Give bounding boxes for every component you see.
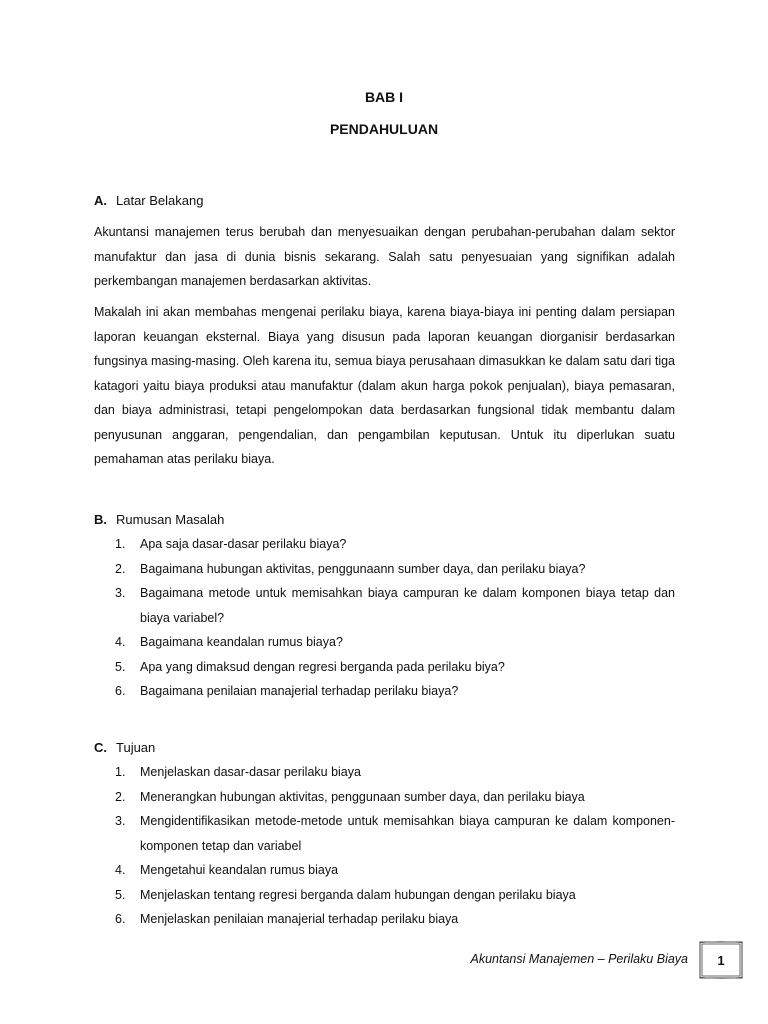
section-heading-tujuan — [94, 740, 155, 755]
list-text: Menjelaskan penilaian manajerial terhadap perilaku biaya — [140, 912, 459, 926]
list-number: 6. — [115, 684, 126, 698]
list-item — [115, 907, 675, 932]
section-heading-rumusan-masalah — [94, 512, 224, 527]
list-item — [115, 679, 675, 704]
paragraph: Akuntansi manajemen terus berubah dan menyesuaikan dengan perubahan-perubahan dalam sektor manufaktur dan jasa di dunia bisnis sekarang. Salah satu penyesuaian yang signifikan adalah perkembangan manajemen berdasarkan aktivitas. — [94, 225, 675, 288]
list-text: Apa saja dasar-dasar perilaku biaya? — [140, 537, 347, 551]
objectives-list — [115, 760, 675, 932]
list-text: Mengetahui keandalan rumus biaya — [140, 863, 339, 877]
list-number: 1. — [115, 765, 126, 779]
list-text: Bagaimana penilaian manajerial terhadap perilaku biaya? — [140, 684, 459, 698]
list-item — [115, 557, 675, 582]
chapter-number: BAB I — [364, 89, 404, 105]
section-label: Tujuan — [116, 740, 156, 755]
section-letter: A. — [94, 193, 107, 208]
list-text: Apa yang dimaksud dengan regresi berganda pada perilaku biya? — [140, 659, 505, 674]
list-text: Bagaimana hubungan aktivitas, penggunaann sumber daya, dan perilaku biaya? — [140, 561, 586, 576]
page-number: 1 — [717, 952, 725, 968]
list-number: 5. — [115, 659, 126, 674]
list-item — [115, 630, 675, 655]
list-number: 2. — [115, 789, 126, 804]
list-text: Menerangkan hubungan aktivitas, penggunaan sumber daya, dan perilaku biaya — [140, 789, 585, 804]
list-item — [115, 785, 675, 810]
list-item — [115, 858, 675, 883]
list-number: 1. — [115, 537, 126, 551]
list-item — [115, 655, 675, 680]
list-text: Menjelaskan tentang regresi berganda dalam hubungan dengan perilaku biaya — [140, 887, 576, 902]
section-heading-latar-belakang — [94, 193, 203, 208]
list-number: 5. — [115, 887, 126, 902]
section-letter: B. — [94, 512, 107, 527]
list-text: Menjelaskan dasar-dasar perilaku biaya — [140, 765, 361, 779]
list-item — [115, 581, 675, 630]
list-item — [115, 532, 675, 557]
research-questions-list — [115, 532, 675, 704]
list-text: Mengidentifikasikan metode-metode untuk memisahkan biaya campuran ke dalam komponen-komponen tetap dan variabel — [140, 814, 675, 853]
list-number: 3. — [115, 586, 126, 600]
list-number: 2. — [115, 561, 126, 576]
list-text: Bagaimana metode untuk memisahkan biaya campuran ke dalam komponen biaya tetap dan biaya variabel? — [140, 586, 675, 625]
list-number: 6. — [115, 912, 126, 926]
list-item — [115, 760, 675, 785]
list-text: Bagaimana keandalan rumus biaya? — [140, 635, 343, 649]
page-number-box — [698, 940, 744, 980]
list-item — [115, 883, 675, 908]
list-item — [115, 809, 675, 858]
list-number: 4. — [115, 635, 126, 649]
paragraph: Makalah ini akan membahas mengenai perilaku biaya, karena biaya-biaya ini penting dalam persiapan laporan keuangan eksternal. Biaya yang disusun pada laporan keuangan diorganisir berdasarkan fungsinya masing-masing. Oleh karena itu, semua biaya perusahaan dimasukkan ke dalam satu dari tiga katagori yaitu biaya produksi atau manufaktur (dalam akun harga pokok penjualan), biaya pemasaran, dan biaya administrasi, tetapi pengelompokan data berdasarkan fungsional tidak membantu dalam penyusunan anggaran, pengendalian, dan pengambilan keputusan. Untuk itu diperlukan suatu pemahaman atas perilaku biaya. — [94, 305, 675, 466]
section-label: Rumusan Masalah — [116, 512, 225, 527]
chapter-title: PENDAHULUAN — [329, 121, 439, 137]
list-number: 3. — [115, 814, 126, 828]
section-label: Latar Belakang — [116, 193, 204, 208]
section-letter: C. — [94, 740, 107, 755]
list-number: 4. — [115, 863, 126, 877]
running-footer-title: Akuntansi Manajemen – Perilaku Biaya — [470, 952, 688, 966]
